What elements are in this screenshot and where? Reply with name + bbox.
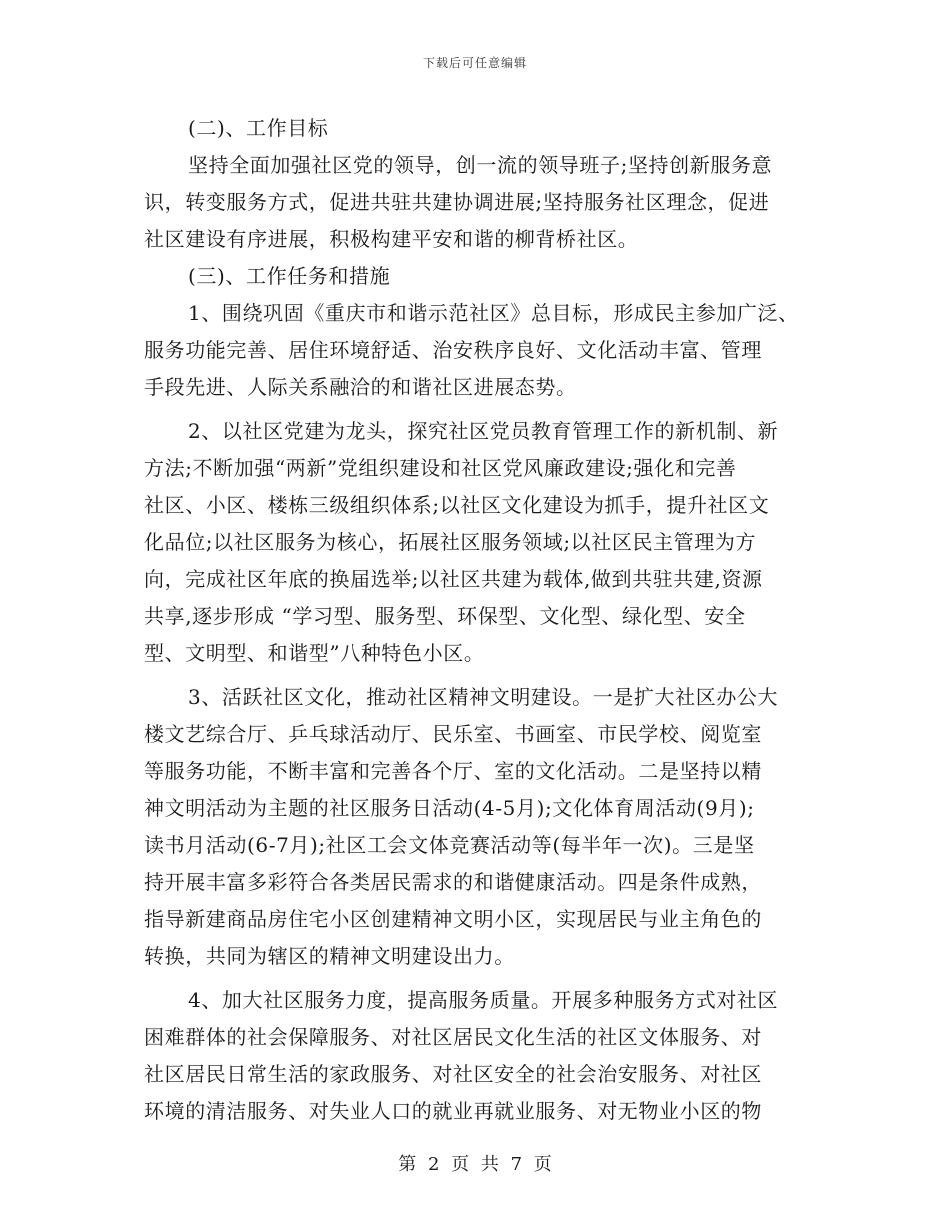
- paragraph-line: 转换，共同为辖区的精神文明建设出力。: [144, 944, 515, 968]
- paragraph-line: 3、活跃社区文化，推动社区精神文明建设。一是扩大社区办公大: [188, 685, 779, 709]
- paragraph-line: 2、以社区党建为龙头，探究社区党员教育管理工作的新机制、新: [188, 419, 779, 443]
- paragraph-line: 1、围绕巩固《重庆市和谐示范社区》总目标，形成民主参加广泛、: [188, 301, 799, 325]
- paragraph-spacer: [144, 975, 824, 982]
- document-body: [144, 110, 824, 1130]
- paragraph-line: 社区居民日常生活的家政服务、对社区安全的社会治安服务、对社区: [144, 1062, 762, 1086]
- paragraph-line: 共享,逐步形成 “学习型、服务型、环保型、文化型、绿化型、安全: [144, 604, 746, 628]
- paragraph-line: 指导新建商品房住宅小区创建精神文明小区，实现居民与业主角色的: [144, 907, 762, 931]
- paragraph-line: 环境的清洁服务、对失业人口的就业再就业服务、对无物业小区的物: [144, 1099, 762, 1123]
- paragraph-line: 型、文明型、和谐型”八种特色小区。: [144, 641, 485, 665]
- paragraph-line: 楼文艺综合厅、乒乓球活动厅、民乐室、书画室、市民学校、阅览室: [144, 722, 762, 746]
- paragraph-line: 持开展丰富多彩符合各类居民需求的和谐健康活动。四是条件成熟，: [144, 870, 762, 894]
- paragraph-line: 等服务功能，不断丰富和完善各个厅、室的文化活动。二是坚持以精: [144, 759, 762, 783]
- paragraph-line: 识，转变服务方式，促进共驻共建协调进展;坚持服务社区理念，促进: [144, 190, 770, 214]
- paragraph-line: 读书月活动(6-7月);社区工会文体竞赛活动等(每半年一次)。三是坚: [144, 833, 755, 857]
- paragraph-line: 方法;不断加强“两新”党组织建设和社区党风廉政建设;强化和完善: [144, 456, 737, 480]
- section-heading-goals: (二)、工作目标: [188, 116, 329, 140]
- paragraph-line: 化品位;以社区服务为核心，拓展社区服务领域;以社区民主管理为方: [144, 530, 757, 554]
- paragraph-line: 神文明活动为主题的社区服务日活动(4-5月);文化体育周活动(9月);: [144, 796, 755, 820]
- paragraph-spacer: [144, 672, 824, 679]
- paragraph-line: 向，完成社区年底的换届选举;以社区共建为载体,做到共驻共建,资源: [144, 567, 763, 591]
- paragraph-line: 4、加大社区服务力度，提高服务质量。开展多种服务方式对社区: [188, 988, 779, 1012]
- section-heading-tasks: (三)、工作任务和措施: [188, 264, 391, 288]
- paragraph-line: 社区建设有序进展，积极构建平安和谐的柳背桥社区。: [144, 227, 639, 251]
- paragraph-line: 服务功能完善、居住环境舒适、治安秩序良好、文化活动丰富、管理: [144, 338, 762, 362]
- paragraph-line: 困难群体的社会保障服务、对社区居民文化生活的社区文体服务、对: [144, 1025, 762, 1049]
- paragraph-spacer: [144, 406, 824, 413]
- page-number: 第 2 页 共 7 页: [398, 1154, 552, 1175]
- paragraph-line: 坚持全面加强社区党的领导，创一流的领导班子;坚持创新服务意: [188, 153, 773, 177]
- paragraph-line: 社区、小区、楼栋三级组织体系;以社区文化建设为抓手，提升社区文: [144, 493, 770, 517]
- paragraph-line: 手段先进、人际关系融洽的和谐社区进展态势。: [144, 375, 577, 399]
- page-header: 下载后可任意编辑: [422, 56, 527, 70]
